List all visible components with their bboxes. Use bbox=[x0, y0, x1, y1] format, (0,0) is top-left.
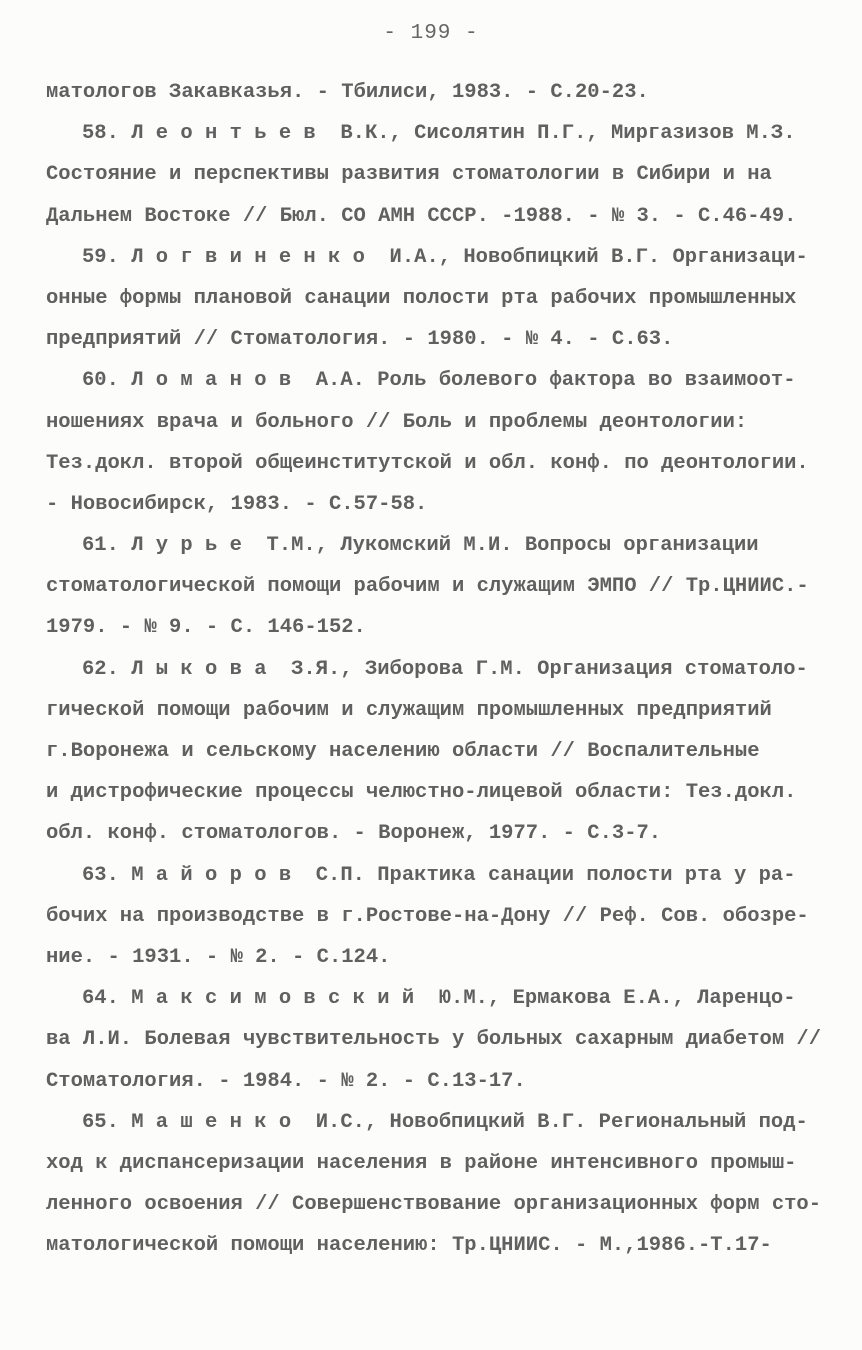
text-line: матологической помощи населению: Тр.ЦНИИС. - М.,1986.-Т.17- bbox=[46, 1234, 772, 1258]
entry-62-line: 62. Л ы к о в а З.Я., Зиборова Г.М. Организация стоматоло- bbox=[82, 657, 808, 681]
entry-63-line: 63. М а й о р о в С.П. Практика санации полости рта у ра- bbox=[82, 863, 796, 887]
text-line: Тез.докл. второй общеинститутской и обл. конф. по деонтологии. bbox=[46, 451, 809, 475]
page-number: - 199 - bbox=[383, 22, 479, 45]
text-line: обл. конф. стоматологов. - Воронеж, 1977. - С.3-7. bbox=[46, 822, 662, 846]
text-line: ход к диспансеризации населения в районе интенсивного промыш- bbox=[46, 1151, 797, 1175]
bibliography-text bbox=[46, 72, 822, 1266]
entry-58-line: 58. Л е о н т ь е в В.К., Сисолятин П.Г., Миргазизов М.З. bbox=[82, 122, 796, 146]
text-line: онные формы плановой санации полости рта рабочих промышленных bbox=[46, 286, 797, 310]
text-line: предприятий // Стоматология. - 1980. - № 4. - С.63. bbox=[46, 328, 674, 352]
text-line: бочих на производстве в г.Ростове-на-Дону // Реф. Сов. обозре- bbox=[46, 904, 809, 928]
text-line: и дистрофические процессы челюстно-лицевой области: Тез.докл. bbox=[46, 781, 797, 805]
text-line: ношениях врача и больного // Боль и проблемы деонтологии: bbox=[46, 410, 748, 434]
text-line: ние. - 1931. - № 2. - С.124. bbox=[46, 945, 391, 969]
text-line: Дальнем Востоке // Бюл. СО АМН СССР. -1988. - № 3. - С.46-49. bbox=[46, 204, 797, 228]
text-line: Стоматология. - 1984. - № 2. - С.13-17. bbox=[46, 1069, 526, 1093]
text-line: г.Воронежа и сельскому населению области // Воспалительные bbox=[46, 740, 760, 763]
text-line: стоматологической помощи рабочим и служащим ЭМПО // Тр.ЦНИИС.- bbox=[46, 575, 809, 599]
text-line: ленного освоения // Совершенствование организационных форм сто- bbox=[46, 1193, 822, 1217]
text-line: гической помощи рабочим и служащим промышленных предприятий bbox=[46, 698, 772, 722]
entry-64-line: 64. М а к с и м о в с к и й Ю.М., Ермакова Е.А., Ларенцо- bbox=[82, 987, 796, 1011]
text-line: Состояние и перспективы развития стоматологии в Сибири и на bbox=[46, 163, 772, 187]
entry-59-line: 59. Л о г в и н е н к о И.А., Новобпицкий В.Г. Организаци- bbox=[82, 245, 808, 269]
entry-61-line: 61. Л у р ь е Т.М., Лукомский М.И. Вопросы организации bbox=[82, 534, 759, 558]
text-line: - Новосибирск, 1983. - С.57-58. bbox=[46, 492, 428, 516]
entry-65-line: 65. М а ш е н к о И.С., Новобпицкий В.Г. Региональный под- bbox=[82, 1110, 808, 1134]
text-line: 1979. - № 9. - С. 146-152. bbox=[46, 616, 366, 640]
text-line: матологов Закавказья. - Тбилиси, 1983. - С.20-23. bbox=[46, 81, 649, 104]
text-line: ва Л.И. Болевая чувствительность у больных сахарным диабетом // bbox=[46, 1028, 822, 1052]
entry-60-line: 60. Л о м а н о в А.А. Роль болевого фактора во взаимоот- bbox=[82, 369, 796, 393]
